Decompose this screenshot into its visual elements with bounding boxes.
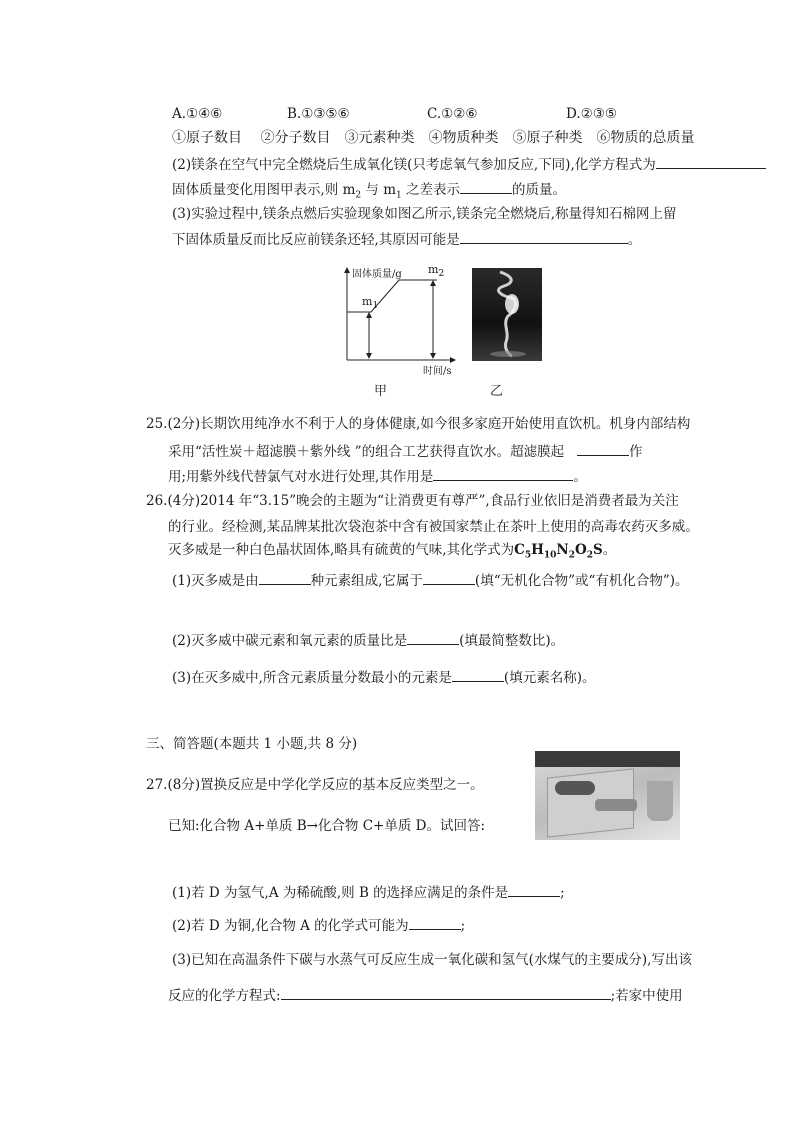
q26-part1 bbox=[172, 570, 689, 591]
answer-blank[interactable] bbox=[656, 154, 766, 169]
q24-part2-text: (2)镁条在空气中完全燃烧后生成氧化镁(只考虑氧气参加反应,下同),化学方程式为 bbox=[172, 157, 656, 173]
q26-line3-text: 灭多威是一种白色晶状固体,略具有硫黄的气味,其化学式为 bbox=[168, 542, 515, 558]
option-b: B.①③⑤⑥ bbox=[287, 106, 350, 122]
q24-part2-text-c: 之差表示 bbox=[406, 182, 461, 198]
q27-given bbox=[168, 816, 485, 836]
q26-line2: 的行业。经检测,某品牌某批次袋泡茶中含有被国家禁止在茶叶上使用的高毒农药灭多威。 bbox=[168, 519, 699, 535]
chemical-formula: $C_5H_{10}N_2O_2S$ bbox=[514, 542, 603, 561]
q26-part3-text-b: (填元素名称)。 bbox=[503, 670, 596, 686]
q24-part2-text-d: 的质量。 bbox=[512, 182, 567, 198]
reaction-arrow-icon: → bbox=[306, 818, 318, 834]
answer-blank[interactable] bbox=[433, 466, 573, 481]
q25-line2-text: 采用“活性炭＋超滤膜＋紫外线 ”的组合工艺获得直饮水。超滤膜起 bbox=[168, 444, 565, 460]
option-c: C.①②⑥ bbox=[427, 106, 478, 122]
graph-xlabel: 时间/s bbox=[423, 366, 452, 377]
m1-subscript: 1 bbox=[396, 190, 402, 201]
fig-jia-label: 甲 bbox=[374, 384, 388, 399]
answer-blank[interactable] bbox=[577, 441, 629, 456]
section-heading: 三、简答题(本题共 1 小题,共 8 分) bbox=[146, 736, 358, 752]
magnesium-ribbon-icon bbox=[472, 268, 542, 361]
q24-part2-text-a: 固体质量变化用图甲表示,则 m bbox=[172, 182, 356, 198]
q26-part2-text-a: (2)灭多威中碳元素和氧元素的质量比是 bbox=[172, 633, 408, 649]
graph-m2-label: $m_2$ bbox=[428, 263, 445, 280]
q24-part3-text: 下固体质量反而比反应前镁条还轻,其原因可能是 bbox=[172, 232, 460, 248]
q27-part3-text-b: ;若家中使用 bbox=[610, 988, 683, 1004]
answer-blank[interactable] bbox=[423, 570, 475, 585]
q26-part2-text-b: (填最简整数比)。 bbox=[459, 633, 565, 649]
answer-blank[interactable] bbox=[452, 667, 504, 682]
q26-part1-text-a: (1)灭多威是由 bbox=[172, 573, 259, 589]
q24-part3-line2 bbox=[172, 229, 641, 250]
q26-part3 bbox=[172, 667, 595, 688]
q24-part2-line1 bbox=[172, 154, 766, 175]
answer-blank[interactable] bbox=[281, 985, 611, 1000]
q24-part2-line2 bbox=[172, 179, 566, 206]
semicolon: ; bbox=[560, 885, 565, 901]
semicolon: ; bbox=[460, 918, 466, 934]
q25-line3-text: 用;用紫外线代替氯气对水进行处理,其作用是 bbox=[168, 469, 434, 485]
q27-part3-line1: (3)已知在高温条件下碳与水蒸气可反应生成一氧化碳和氢气(水煤气的主要成分),写出该 bbox=[172, 952, 692, 968]
answer-blank[interactable] bbox=[508, 882, 560, 897]
q24-part2-text-b: 与 m bbox=[365, 182, 397, 198]
q26-part1-text-b: 种元素组成,它属于 bbox=[310, 573, 423, 589]
q25-line2 bbox=[168, 441, 642, 462]
q27-part2 bbox=[172, 915, 465, 936]
q26-part3-text-a: (3)在灭多威中,所含元素质量分数最小的元素是 bbox=[172, 670, 452, 686]
answer-blank[interactable] bbox=[407, 630, 459, 645]
q27-part1 bbox=[172, 882, 565, 903]
period: 。 bbox=[573, 469, 587, 485]
q27-line1: 27.(8分)置换反应是中学化学反应的基本反应类型之一。 bbox=[146, 777, 484, 793]
tea-product-photo bbox=[535, 751, 680, 840]
q25-line2-end: 作 bbox=[628, 444, 643, 460]
answer-blank[interactable] bbox=[409, 915, 461, 930]
m2-subscript: 2 bbox=[355, 190, 362, 201]
q24-part3-line1: (3)实验过程中,镁条点燃后实验现象如图乙所示,镁条完全燃烧后,称量得知石棉网上留 bbox=[172, 206, 677, 222]
q26-line3: 灭多威是一种白色晶状固体,略具有硫黄的气味,其化学式为$C_5H_{10}N_2O_2S$。 bbox=[168, 542, 617, 561]
period: 。 bbox=[627, 232, 642, 248]
answer-blank[interactable] bbox=[460, 229, 628, 244]
q24-items: ①原子数目 ②分子数目 ③元素种类 ④物质种类 ⑤原子种类 ⑥物质的总质量 bbox=[172, 130, 695, 146]
mass-curve bbox=[347, 280, 437, 312]
fig-yi-label: 乙 bbox=[490, 384, 504, 399]
burning-magnesium-photo bbox=[472, 268, 542, 361]
answer-blank[interactable] bbox=[259, 570, 311, 585]
graph-m1-label: $m_1$ bbox=[362, 295, 379, 312]
q26-part2 bbox=[172, 630, 564, 651]
q25-line1: 25.(2分)长期饮用纯净水不利于人的身体健康,如今很多家庭开始使用直饮机。机身内部结构 bbox=[146, 416, 691, 432]
q27-given-text-b: 化合物 C+单质 D。试回答: bbox=[317, 818, 486, 834]
q25-line3 bbox=[168, 466, 587, 487]
q26-line1: 26.(4分)2014 年“3.15”晚会的主题为“让消费更有尊严”,食品行业依旧是消费者最为关注 bbox=[146, 493, 679, 509]
q27-part3-text-a: 反应的化学方程式: bbox=[168, 988, 281, 1004]
answer-blank[interactable] bbox=[460, 179, 512, 194]
q27-part3-line2 bbox=[168, 985, 683, 1006]
q27-part2-text: (2)若 D 为铜,化合物 A 的化学式可能为 bbox=[172, 918, 409, 934]
graph-ylabel: 固体质量/g bbox=[352, 269, 402, 280]
q27-given-text-a: 已知:化合物 A+单质 B bbox=[168, 818, 307, 834]
option-a: A.①④⑥ bbox=[172, 106, 223, 122]
q27-part1-text: (1)若 D 为氢气,A 为稀硫酸,则 B 的选择应满足的条件是 bbox=[172, 885, 509, 901]
option-d: D.②③⑤ bbox=[566, 106, 617, 122]
q26-part1-text-c: (填“无机化合物”或“有机化合物”)。 bbox=[474, 573, 689, 589]
